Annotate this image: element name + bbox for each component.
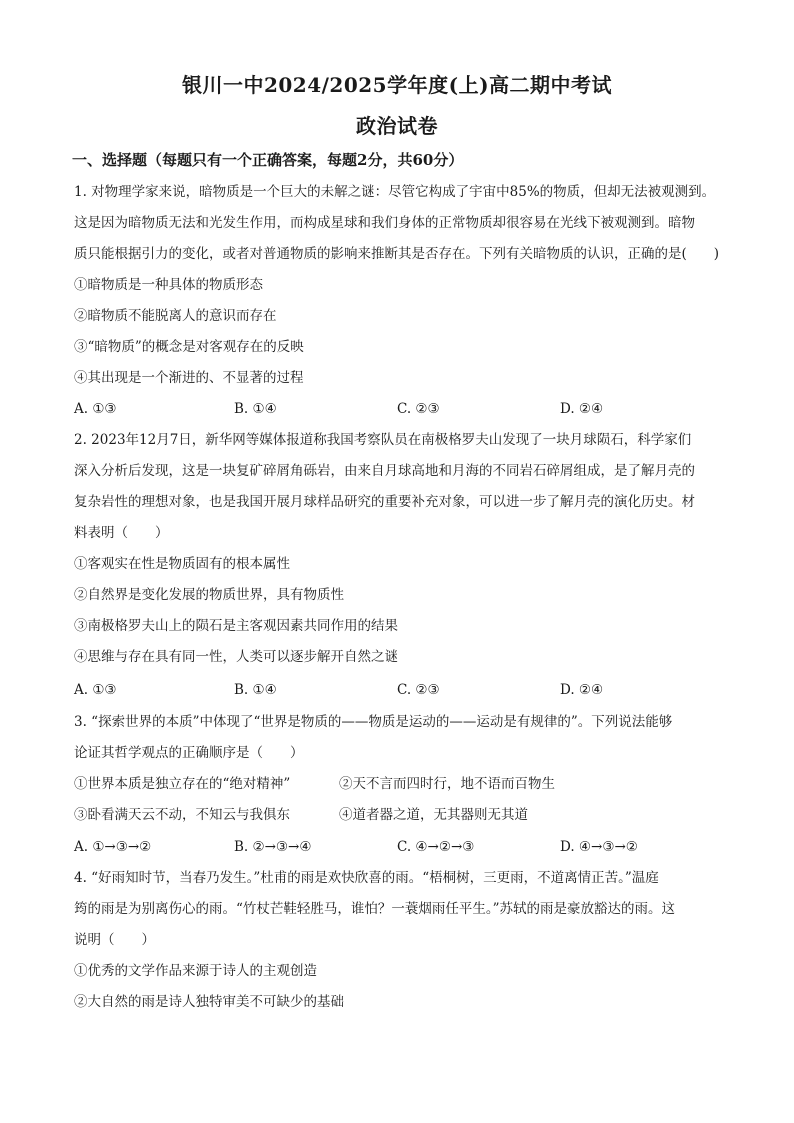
- section-heading: 一、选择题（每题只有一个正确答案，每题2分，共60分）: [72, 151, 464, 169]
- q3-stem-line: 3. “探索世界的本质”中体现了“世界是物质的——物质是运动的——运动是有规律的”。下列说法能够: [74, 714, 673, 730]
- q3-stem-line: 论证其哲学观点的正确顺序是（ ）: [74, 745, 304, 761]
- q3-option-b: B. ②→③→④: [234, 839, 312, 855]
- q3-item: ④道者器之道，无其器则无其道: [339, 807, 528, 823]
- q3-option-d: D. ④→③→②: [560, 839, 638, 855]
- q1-item: ③“暗物质”的概念是对客观存在的反映: [74, 339, 304, 355]
- q2-option-b: B. ①④: [234, 682, 277, 698]
- q4-stem-line: 筠的雨是为别离伤心的雨。“竹杖芒鞋轻胜马，谁怕？一蓑烟雨任平生。”苏轼的雨是豪放豁达的雨。这: [74, 901, 676, 917]
- q1-stem-line: 这是因为暗物质无法和光发生作用，而构成星球和我们身体的正常物质却很容易在光线下被观测到。暗物: [74, 215, 695, 231]
- q3-item: ③卧看满天云不动，不知云与我俱东: [74, 807, 290, 823]
- q2-stem-line: 料表明（ ）: [74, 525, 169, 541]
- q2-item: ①客观实在性是物质固有的根本属性: [74, 556, 290, 572]
- q1-item: ②暗物质不能脱离人的意识而存在: [74, 308, 277, 324]
- q2-item: ③南极格罗夫山上的陨石是主客观因素共同作用的结果: [74, 618, 398, 634]
- q2-option-a: A. ①③: [74, 682, 117, 698]
- q2-stem-line: 深入分析后发现，这是一块复矿碎屑角砾岩，由来自月球高地和月海的不同岩石碎屑组成，是了解月壳的: [74, 463, 695, 479]
- q4-item: ①优秀的文学作品来源于诗人的主观创造: [74, 963, 317, 979]
- q1-option-b: B. ①④: [234, 401, 277, 417]
- q1-option-d: D. ②④: [560, 401, 604, 417]
- q1-item: ④其出现是一个渐进的、不显著的过程: [74, 370, 304, 386]
- q3-item: ②天不言而四时行，地不语而百物生: [339, 776, 555, 792]
- q2-option-c: C. ②③: [397, 682, 440, 698]
- q1-item: ①暗物质是一种具体的物质形态: [74, 277, 263, 293]
- q1-stem-line: 质只能根据引力的变化，或者对普通物质的影响来推断其是否存在。下列有关暗物质的认识，正确的是( ): [74, 246, 720, 262]
- q2-stem-line: 复杂岩性的理想对象，也是我国开展月球样品研究的重要补充对象，可以进一步了解月壳的演化历史。材: [74, 494, 695, 510]
- q1-option-c: C. ②③: [397, 401, 440, 417]
- q2-option-d: D. ②④: [560, 682, 604, 698]
- exam-subtitle: 政治试卷: [356, 114, 438, 138]
- q3-option-a: A. ①→③→②: [74, 839, 152, 855]
- q2-stem-line: 2. 2023年12月7日，新华网等媒体报道称我国考察队员在南极格罗夫山发现了一块月球陨石，科学家们: [74, 432, 692, 448]
- q4-item: ②大自然的雨是诗人独特审美不可缺少的基础: [74, 994, 344, 1010]
- q4-stem-line: 说明（ ）: [74, 932, 155, 948]
- q1-option-a: A. ①③: [74, 401, 117, 417]
- q2-item: ④思维与存在具有同一性，人类可以逐步解开自然之谜: [74, 649, 398, 665]
- exam-title: 银川一中2024/2025学年度(上)高二期中考试: [181, 73, 613, 97]
- q3-item: ①世界本质是独立存在的“绝对精神”: [74, 776, 291, 792]
- q1-stem-line: 1. 对物理学家来说，暗物质是一个巨大的未解之谜：尽管它构成了宇宙中85%的物质，但却无法被观测到。: [74, 184, 716, 200]
- q2-item: ②自然界是变化发展的物质世界，具有物质性: [74, 587, 344, 603]
- q4-stem-line: 4. “好雨知时节，当春乃发生。”杜甫的雨是欢快欣喜的雨。“梧桐树，三更雨，不道离情正苦。”温庭: [74, 870, 659, 886]
- q3-option-c: C. ④→②→③: [397, 839, 475, 855]
